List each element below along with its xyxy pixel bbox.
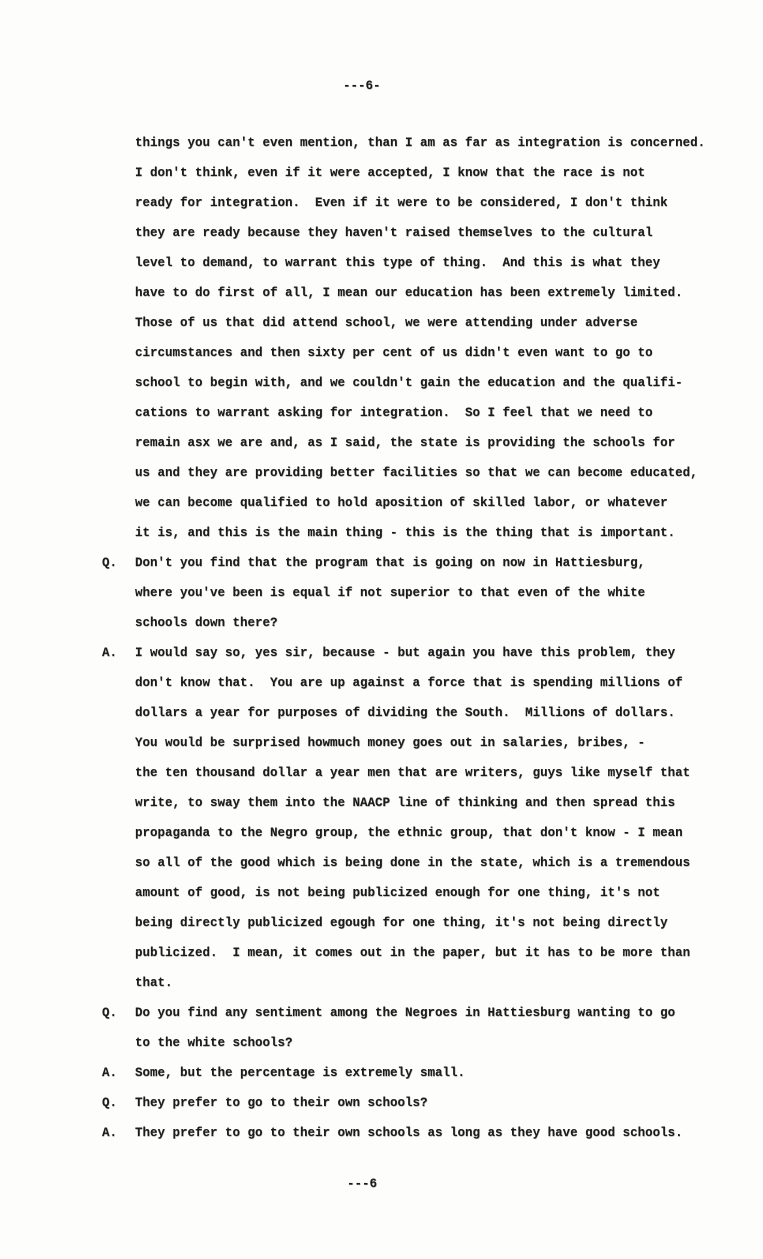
line-text: They prefer to go to their own schools as long as they have good schools. [135,1126,683,1140]
page-number-top: ---6- [343,79,381,93]
speaker-label: A. [102,1126,118,1140]
line-text: things you can't even mention, than I am as far as integration is concerned. [135,136,706,150]
transcript-line [102,728,742,758]
line-text: don't know that. You are up against a force that is spending millions of [135,676,683,690]
line-text: level to demand, to warrant this type of thing. And this is what they [135,256,661,270]
line-text: it is, and this is the main thing - this is the thing that is important. [135,526,676,540]
transcript-line [102,818,742,848]
line-text: they are ready because they haven't raised themselves to the cultural [135,226,653,240]
speaker-label: A. [102,646,118,660]
transcript-line [102,938,742,968]
line-text: write, to sway them into the NAACP line of thinking and then spread this [135,796,676,810]
line-text: I would say so, yes sir, because - but again you have this problem, they [135,646,676,660]
line-text: circumstances and then sixty per cent of us didn't even want to go to [135,346,653,360]
transcript-line [102,1088,742,1118]
transcript-line [102,1118,742,1148]
transcript-line [102,488,742,518]
line-text: They prefer to go to their own schools? [135,1096,428,1110]
line-text: Those of us that did attend school, we were attending under adverse [135,316,638,330]
transcript-line [102,998,742,1028]
speaker-label: Q. [102,556,118,570]
speaker-label: A. [102,1066,118,1080]
line-text: being directly publicized egough for one thing, it's not being directly [135,916,668,930]
line-text: schools down there? [135,616,278,630]
transcript-line [102,968,742,998]
line-text: we can become qualified to hold aposition of skilled labor, or whatever [135,496,668,510]
transcript-line [102,908,742,938]
transcript-line [102,878,742,908]
line-text: Some, but the percentage is extremely small. [135,1066,466,1080]
transcript-line [102,458,742,488]
line-text: the ten thousand dollar a year men that are writers, guys like myself that [135,766,691,780]
transcript-line [102,1028,742,1058]
line-text: Do you find any sentiment among the Negroes in Hattiesburg wanting to go [135,1006,676,1020]
line-text: have to do first of all, I mean our education has been extremely limited. [135,286,683,300]
transcript-line [102,338,742,368]
page-number-bottom: ---6 [347,1177,378,1191]
line-text: remain asx we are and, as I said, the state is providing the schools for [135,436,676,450]
transcript-line [102,608,742,638]
line-text: school to begin with, and we couldn't gain the education and the qualifi- [135,376,683,390]
transcript-line [102,218,742,248]
line-text: to the white schools? [135,1036,293,1050]
transcript-line [102,698,742,728]
transcript-line [102,128,742,158]
transcript-line [102,518,742,548]
transcript-line [102,638,742,668]
transcript-line [102,398,742,428]
speaker-label: Q. [102,1096,118,1110]
line-text: You would be surprised howmuch money goes out in salaries, bribes, - [135,736,646,750]
line-text: Don't you find that the program that is going on now in Hattiesburg, [135,556,646,570]
line-text: amount of good, is not being publicized enough for one thing, it's not [135,886,661,900]
transcript-line [102,368,742,398]
line-text: that. [135,976,173,990]
transcript-line [102,848,742,878]
line-text: I don't think, even if it were accepted, I know that the race is not [135,166,646,180]
line-text: dollars a year for purposes of dividing the South. Millions of dollars. [135,706,676,720]
transcript-line [102,278,742,308]
speaker-label: Q. [102,1006,118,1020]
transcript-body [102,128,742,1148]
transcript-line [102,428,742,458]
line-text: propaganda to the Negro group, the ethnic group, that don't know - I mean [135,826,683,840]
line-text: publicized. I mean, it comes out in the paper, but it has to be more than [135,946,691,960]
transcript-line [102,188,742,218]
line-text: where you've been is equal if not superior to that even of the white [135,586,646,600]
transcript-line [102,158,742,188]
transcript-line [102,548,742,578]
line-text: ready for integration. Even if it were to be considered, I don't think [135,196,668,210]
transcript-line [102,1058,742,1088]
transcript-line [102,578,742,608]
transcript-line [102,248,742,278]
transcript-line [102,308,742,338]
line-text: so all of the good which is being done in the state, which is a tremendous [135,856,691,870]
line-text: us and they are providing better facilities so that we can become educated, [135,466,698,480]
transcript-line [102,788,742,818]
transcript-line [102,758,742,788]
transcript-line [102,668,742,698]
line-text: cations to warrant asking for integration. So I feel that we need to [135,406,653,420]
